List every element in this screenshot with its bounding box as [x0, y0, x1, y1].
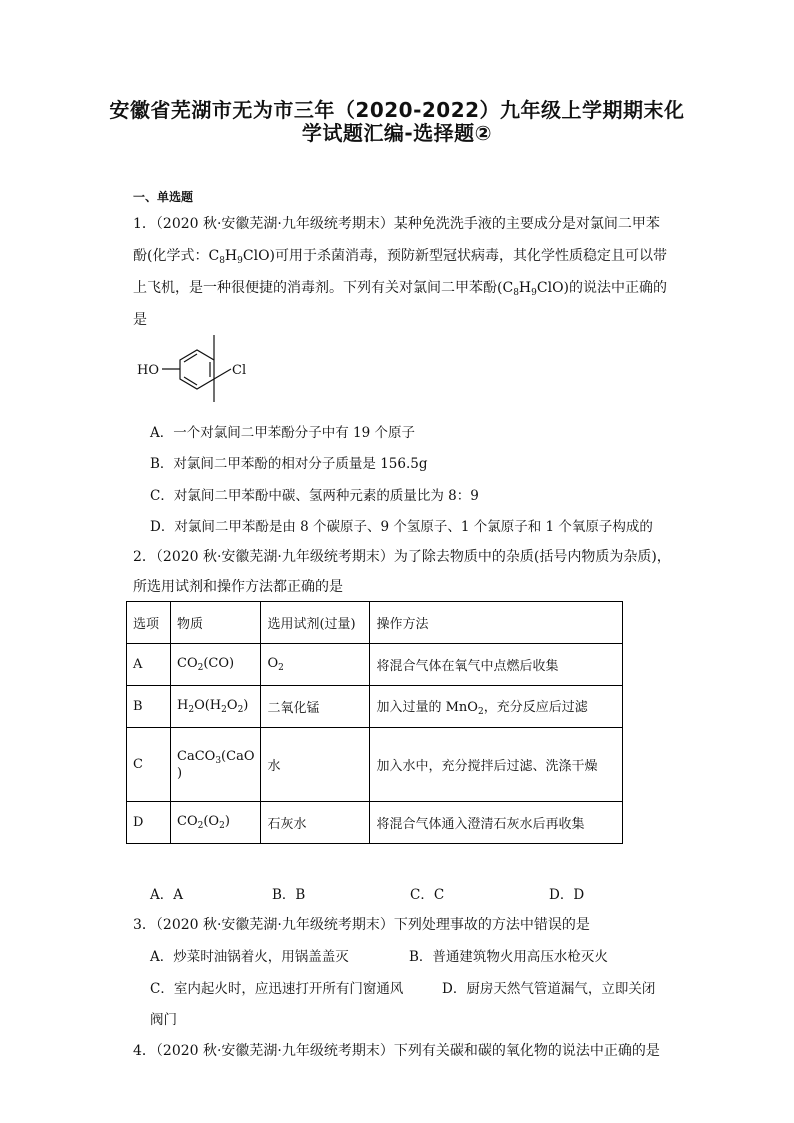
- q1-option-d[interactable]: D．对氯间二甲苯酚是由 8 个碳原子、9 个氢原子、1 个氯原子和 1 个氧原子构成的: [150, 519, 653, 535]
- q3-option-b[interactable]: B．普通建筑物火用高压水枪灭火: [409, 949, 608, 965]
- row-reagent: $O_2$: [261, 644, 370, 686]
- q2-option-b[interactable]: B．B: [272, 887, 306, 903]
- q1-option-a[interactable]: A．一个对氯间二甲苯酚分子中有 19 个原子: [150, 425, 416, 441]
- q1-stem-line-2: 酚(化学式：$C_8H_9ClO$)可用于杀菌消毒，预防新型冠状病毒，其化学性质稳定且可以带: [133, 248, 668, 266]
- q3-option-c[interactable]: C．室内起火时，应迅速打开所有门窗通风: [150, 981, 404, 997]
- row-method: 加入水中，充分搅拌后过滤、洗涤干燥: [370, 728, 623, 802]
- row-option: A: [127, 644, 171, 686]
- chlorine-label: Cl: [232, 363, 247, 378]
- q2-option-d[interactable]: D．D: [549, 887, 585, 903]
- q1-stem-line-1: 1．（2020 秋·安徽芜湖·九年级统考期末）某种免洗洗手液的主要成分是对氯间二甲苯: [133, 216, 660, 232]
- row-substance: $H_2O(H_2O_2)$: [171, 686, 261, 728]
- table-row: [127, 644, 623, 686]
- q1-option-c[interactable]: C．对氯间二甲苯酚中碳、氢两种元素的质量比为 8：9: [150, 488, 479, 504]
- q2-option-c[interactable]: C．C: [410, 887, 445, 903]
- q3-option-d[interactable]: D．厨房天然气管道漏气，立即关闭: [442, 981, 656, 997]
- section-heading: 一、单选题: [133, 190, 194, 204]
- row-method: 将混合气体在氧气中点燃后收集: [370, 644, 623, 686]
- q1-stem-line-4: 是: [133, 312, 147, 328]
- row-substance: $CO_2(O_2)$: [171, 802, 261, 844]
- document-title-line-1: 安徽省芜湖市无为市三年（2020-2022）九年级上学期期末化: [109, 98, 685, 122]
- row-option: D: [127, 802, 171, 844]
- q2-options-table: [126, 601, 623, 844]
- q1-option-b[interactable]: B．对氯间二甲苯酚的相对分子质量是 156.5g: [150, 456, 428, 472]
- header-option: 选项: [127, 602, 171, 644]
- row-reagent: 石灰水: [261, 802, 370, 844]
- q4-stem-line-1: 4．（2020 秋·安徽芜湖·九年级统考期末）下列有关碳和碳的氧化物的说法中正确的是: [133, 1043, 660, 1059]
- molecule-structure-diagram: [133, 330, 253, 405]
- q2-option-a[interactable]: A．A: [150, 887, 183, 903]
- header-method: 操作方法: [370, 602, 623, 644]
- row-method: 加入过量的 MnO$_2$，充分反应后过滤: [370, 686, 623, 728]
- header-substance: 物质: [171, 602, 261, 644]
- row-option: B: [127, 686, 171, 728]
- table-row: [127, 686, 623, 728]
- q3-stem-line-1: 3．（2020 秋·安徽芜湖·九年级统考期末）下列处理事故的方法中错误的是: [133, 917, 590, 933]
- table-header-row: [127, 602, 623, 644]
- document-title-line-2: 学试题汇编-选择题②: [301, 121, 493, 145]
- row-reagent: 水: [261, 728, 370, 802]
- q2-stem-line-1: 2．（2020 秋·安徽芜湖·九年级统考期末）为了除去物质中的杂质(括号内物质为杂质)，: [133, 549, 671, 565]
- row-substance: CaCO$_3$(CaO ): [171, 728, 261, 802]
- q3-option-a[interactable]: A．炒菜时油锅着火，用锅盖盖灭: [150, 949, 349, 965]
- hydroxyl-label: HO: [137, 363, 159, 378]
- row-substance: $CO_2(CO)$: [171, 644, 261, 686]
- row-option: C: [127, 728, 171, 802]
- table-row: [127, 728, 623, 802]
- benzene-ring: [162, 335, 231, 402]
- q3-option-d-continued: 阀门: [150, 1012, 177, 1028]
- q1-stem-line-3: 上飞机，是一种很便捷的消毒剂。下列有关对氯间二甲苯酚$(C_8H_9ClO)$的说法中正确的: [133, 280, 668, 298]
- row-reagent: 二氧化锰: [261, 686, 370, 728]
- table-row: [127, 802, 623, 844]
- header-reagent: 选用试剂(过量): [261, 602, 370, 644]
- q2-stem-line-2: 所选用试剂和操作方法都正确的是: [133, 579, 343, 595]
- row-method: 将混合气体通入澄清石灰水后再收集: [370, 802, 623, 844]
